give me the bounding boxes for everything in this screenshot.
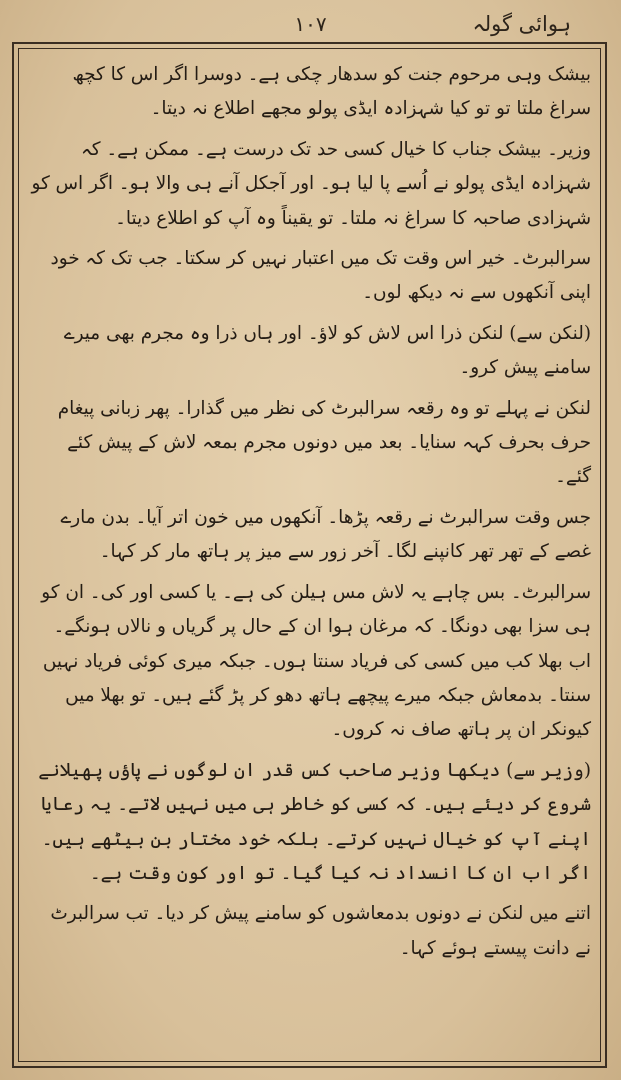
paragraph: بیشک وہی مرحوم جنت کو سدھار چکی ہے۔ دوسرا اگر اس کا کچھ سراغ ملتا تو تو کیا شہزادہ ایڈی پولو مجھے اطلاع نہ دیتا۔ xyxy=(72,64,591,120)
page-number: ۱۰۷ xyxy=(294,12,327,36)
paragraph: سرالبرٹ۔ بس چاہے یہ لاش مس ہیلن کی ہے۔ یا کسی اور کی۔ ان کو ہی سزا بھی دونگا۔ کہ مرغان ہوا ان کے حال پر گریاں و نالاں ہونگے۔ اب بھلا کب میں کسی کی فریاد سنتا ہوں۔ جبکہ میری کوئی فریاد نہیں سنتا۔ بدمعاش جبکہ میرے پیچھے ہاتھ دھو کر پڑ گئے ہیں۔ تو بھلا میں کیونکر ان پر ہاتھ صاف نہ کروں۔ xyxy=(41,581,591,741)
paragraph: جس وقت سرالبرٹ نے رقعہ پڑھا۔ آنکھوں میں خون اتر آیا۔ بدن مارے غصے کے تھر تھر کانپنے لگا۔ آخر زور سے میز پر ہاتھ مار کر کہا۔ xyxy=(60,506,591,563)
paragraph: (لنکن سے) لنکن ذرا اس لاش کو لاؤ۔ اور ہاں ذرا وہ مجرم بھی میرے سامنے پیش کرو۔ xyxy=(63,322,591,379)
paragraph: (وزیر سے) دیکھا وزیر صاحب کس قدر ان لوگوں نے پاؤں پھیلانے شروع کر دیئے ہیں۔ کہ کسی کو خاطر ہی میں نہیں لاتے۔ یہ رعایا اپنے آپ کو خیال نہیں کرتے۔ بلکہ خود مختار بن بیٹھے ہیں۔ اگر اب ان کا انسداد نہ کیا گیا۔ تو اور کون وقت ہے۔ xyxy=(38,759,591,884)
running-head: ہوائی گولہ xyxy=(472,12,571,36)
paragraph: وزیر۔ بیشک جناب کا خیال کسی حد تک درست ہے۔ ممکن ہے۔ کہ شہزادہ ایڈی پولو نے اُسے پا لیا ہو۔ اور آجکل آنے ہی والا ہو۔ اگر اس کو شہزادی صاحبہ کا سراغ نہ ملتا۔ تو یقیناً وہ آپ کو اطلاع دیتا۔ xyxy=(31,138,591,229)
page-header xyxy=(20,8,601,42)
page-body xyxy=(30,58,591,1054)
paragraph: لنکن نے پہلے تو وہ رقعہ سرالبرٹ کی نظر میں گذارا۔ پھر زبانی پیغام حرف بحرف کہہ سنایا۔ بعد میں دونوں مجرم بمعہ لاش کے پیش کئے گئے۔ xyxy=(57,397,591,488)
paragraph: اتنے میں لنکن نے دونوں بدمعاشوں کو سامنے پیش کر دیا۔ تب سرالبرٹ نے دانت پیستے ہوئے کہا۔ xyxy=(50,903,591,959)
paragraph: سرالبرٹ۔ خیر اس وقت تک میں اعتبار نہیں کر سکتا۔ جب تک کہ خود اپنی آنکھوں سے نہ دیکھ لوں۔ xyxy=(50,248,591,304)
